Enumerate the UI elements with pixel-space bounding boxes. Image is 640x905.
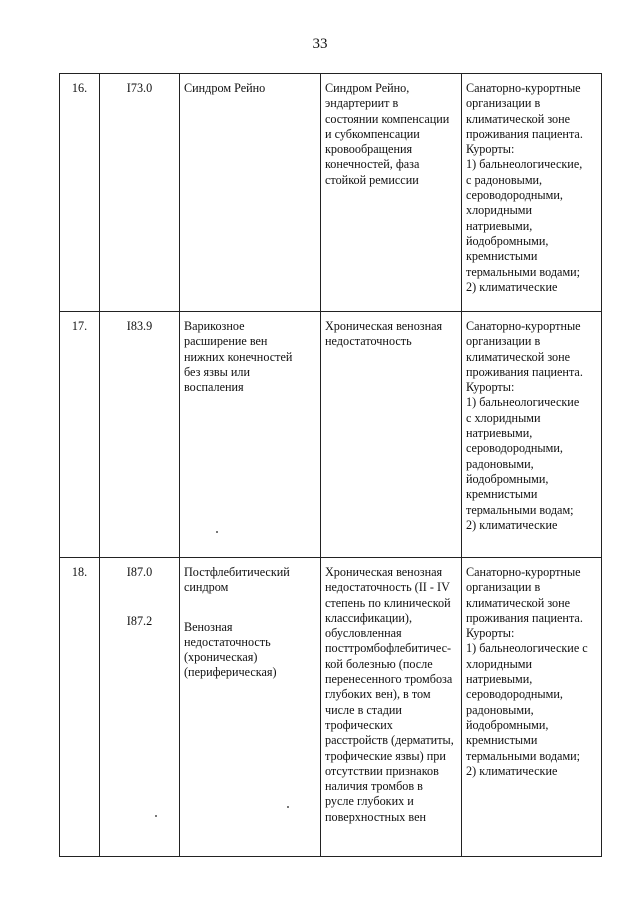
- diagnosis-name-cell: [180, 558, 321, 857]
- condition-line: посттромбофлебитичес-: [325, 641, 452, 656]
- condition-line: русле глубоких и: [325, 794, 414, 809]
- condition-line: отсутствии признаков: [325, 763, 439, 778]
- diagnosis-name-cell: [180, 312, 321, 558]
- diagnosis-name-line: Венозная: [184, 619, 233, 634]
- condition-line: перенесенного тромбоза: [325, 672, 453, 687]
- diagnosis-name-line: Постфлебитический: [184, 565, 290, 579]
- diagnosis-name-line: Синдром Рейно: [184, 81, 266, 95]
- condition-line: эндартериит в: [325, 96, 399, 111]
- treatment-line: кремнистыми: [466, 487, 538, 502]
- treatment-line: сероводородными,: [466, 188, 563, 203]
- spacer: [184, 596, 316, 620]
- row-number: 16.: [71, 81, 88, 95]
- condition-line: кой болезнью (после: [325, 656, 433, 671]
- treatment-line: кремнистыми: [466, 249, 538, 264]
- condition-line: обусловленная: [325, 626, 402, 641]
- condition-cell: [321, 312, 462, 558]
- condition-line: Хроническая венозная: [325, 319, 443, 333]
- table-row: [60, 74, 602, 312]
- page-number: 33: [312, 36, 328, 52]
- treatment-line: хлоридными: [466, 203, 533, 218]
- scan-speck: [287, 806, 289, 808]
- treatment-line: 1) бальнеологические,: [466, 157, 583, 172]
- diagnosis-name-line: Варикозное: [184, 319, 245, 333]
- treatment-line: проживания пациента.: [466, 126, 583, 141]
- treatment-line: 2) климатические: [466, 763, 558, 778]
- diagnosis-name-line: (периферическая): [184, 665, 277, 680]
- icd-code: I87.0: [126, 565, 153, 579]
- condition-line: трофические язвы) при: [325, 748, 446, 763]
- treatment-line: термальными водами;: [466, 748, 581, 763]
- scan-speck: [155, 815, 157, 817]
- treatment-line: йодобромными,: [466, 471, 549, 486]
- treatment-line: 1) бальнеологические: [466, 395, 580, 410]
- condition-line: поверхностных вен: [325, 809, 427, 824]
- diagnosis-name-line: недостаточность: [184, 634, 271, 649]
- treatment-line: натриевыми,: [466, 426, 533, 441]
- treatment-line: климатической зоне: [466, 111, 571, 126]
- row-number-cell: [60, 74, 100, 312]
- treatment-line: Санаторно-курортные: [466, 565, 581, 579]
- icd-code-cell: [100, 558, 180, 857]
- treatment-line: организации в: [466, 580, 541, 595]
- treatment-table: [59, 73, 602, 857]
- table-row: [60, 312, 602, 558]
- treatment-line: сероводородными,: [466, 441, 563, 456]
- treatment-line: натриевыми,: [466, 672, 533, 687]
- treatment-line: Курорты:: [466, 626, 515, 641]
- spacer: [104, 580, 175, 614]
- condition-line: Хроническая венозная: [325, 565, 443, 579]
- treatment-line: натриевыми,: [466, 218, 533, 233]
- diagnosis-name-line: воспаления: [184, 380, 244, 395]
- condition-line: недостаточность (II - IV: [325, 580, 450, 595]
- condition-line: Синдром Рейно,: [325, 81, 410, 95]
- row-number-cell: [60, 312, 100, 558]
- condition-line: кровообращения: [325, 142, 413, 157]
- condition-line: стойкой ремиссии: [325, 172, 419, 187]
- condition-line: степень по клинической: [325, 595, 451, 610]
- treatment-line: термальными водам;: [466, 502, 574, 517]
- condition-line: наличия тромбов в: [325, 779, 423, 794]
- treatment-line: 1) бальнеологические с: [466, 641, 588, 656]
- diagnosis-name-line: нижних конечностей: [184, 349, 293, 364]
- treatment-line: проживания пациента.: [466, 610, 583, 625]
- row-number: 18.: [71, 565, 88, 579]
- scan-speck: [216, 531, 218, 533]
- treatment-line: кремнистыми: [466, 733, 538, 748]
- treatment-line: термальными водами;: [466, 264, 581, 279]
- condition-line: конечностей, фаза: [325, 157, 420, 172]
- condition-line: недостаточность: [325, 334, 412, 349]
- condition-line: расстройств (дерматиты,: [325, 733, 454, 748]
- treatment-line: с хлоридными: [466, 410, 541, 425]
- diagnosis-name-line: (хроническая): [184, 650, 258, 665]
- diagnosis-name-line: синдром: [184, 580, 229, 595]
- treatment-cell: [462, 558, 602, 857]
- treatment-line: с радоновыми,: [466, 172, 543, 187]
- row-number-cell: [60, 558, 100, 857]
- treatment-line: радоновыми,: [466, 456, 534, 471]
- treatment-line: йодобромными,: [466, 233, 549, 248]
- icd-code: I73.0: [126, 81, 153, 95]
- treatment-line: йодобромными,: [466, 717, 549, 732]
- treatment-line: сероводородными,: [466, 687, 563, 702]
- treatment-line: организации в: [466, 334, 541, 349]
- condition-cell: [321, 74, 462, 312]
- condition-line: состоянии компенсации: [325, 111, 450, 126]
- condition-line: и субкомпенсации: [325, 126, 420, 141]
- diagnosis-name-line: расширение вен: [184, 334, 268, 349]
- treatment-line: 2) климатические: [466, 279, 558, 294]
- condition-cell: [321, 558, 462, 857]
- treatment-line: Санаторно-курортные: [466, 81, 581, 95]
- treatment-line: Санаторно-курортные: [466, 319, 581, 333]
- treatment-line: Курорты:: [466, 380, 515, 395]
- table-body: [60, 74, 602, 857]
- icd-code: I87.2: [126, 614, 153, 629]
- treatment-line: хлоридными: [466, 656, 533, 671]
- diagnosis-name-cell: [180, 74, 321, 312]
- treatment-line: климатической зоне: [466, 595, 571, 610]
- condition-line: классификации),: [325, 610, 412, 625]
- treatment-cell: [462, 312, 602, 558]
- icd-code: I83.9: [126, 319, 153, 333]
- diagnosis-name-line: без язвы или: [184, 364, 250, 379]
- icd-code-cell: [100, 74, 180, 312]
- treatment-cell: [462, 74, 602, 312]
- treatment-line: радоновыми,: [466, 702, 534, 717]
- icd-code-cell: [100, 312, 180, 558]
- condition-line: числе в стадии: [325, 702, 402, 717]
- table-row: [60, 558, 602, 857]
- condition-line: трофических: [325, 717, 393, 732]
- treatment-line: 2) климатические: [466, 517, 558, 532]
- treatment-line: проживания пациента.: [466, 364, 583, 379]
- treatment-line: климатической зоне: [466, 349, 571, 364]
- treatment-line: организации в: [466, 96, 541, 111]
- row-number: 17.: [71, 319, 88, 333]
- treatment-line: Курорты:: [466, 142, 515, 157]
- condition-line: глубоких вен), в том: [325, 687, 431, 702]
